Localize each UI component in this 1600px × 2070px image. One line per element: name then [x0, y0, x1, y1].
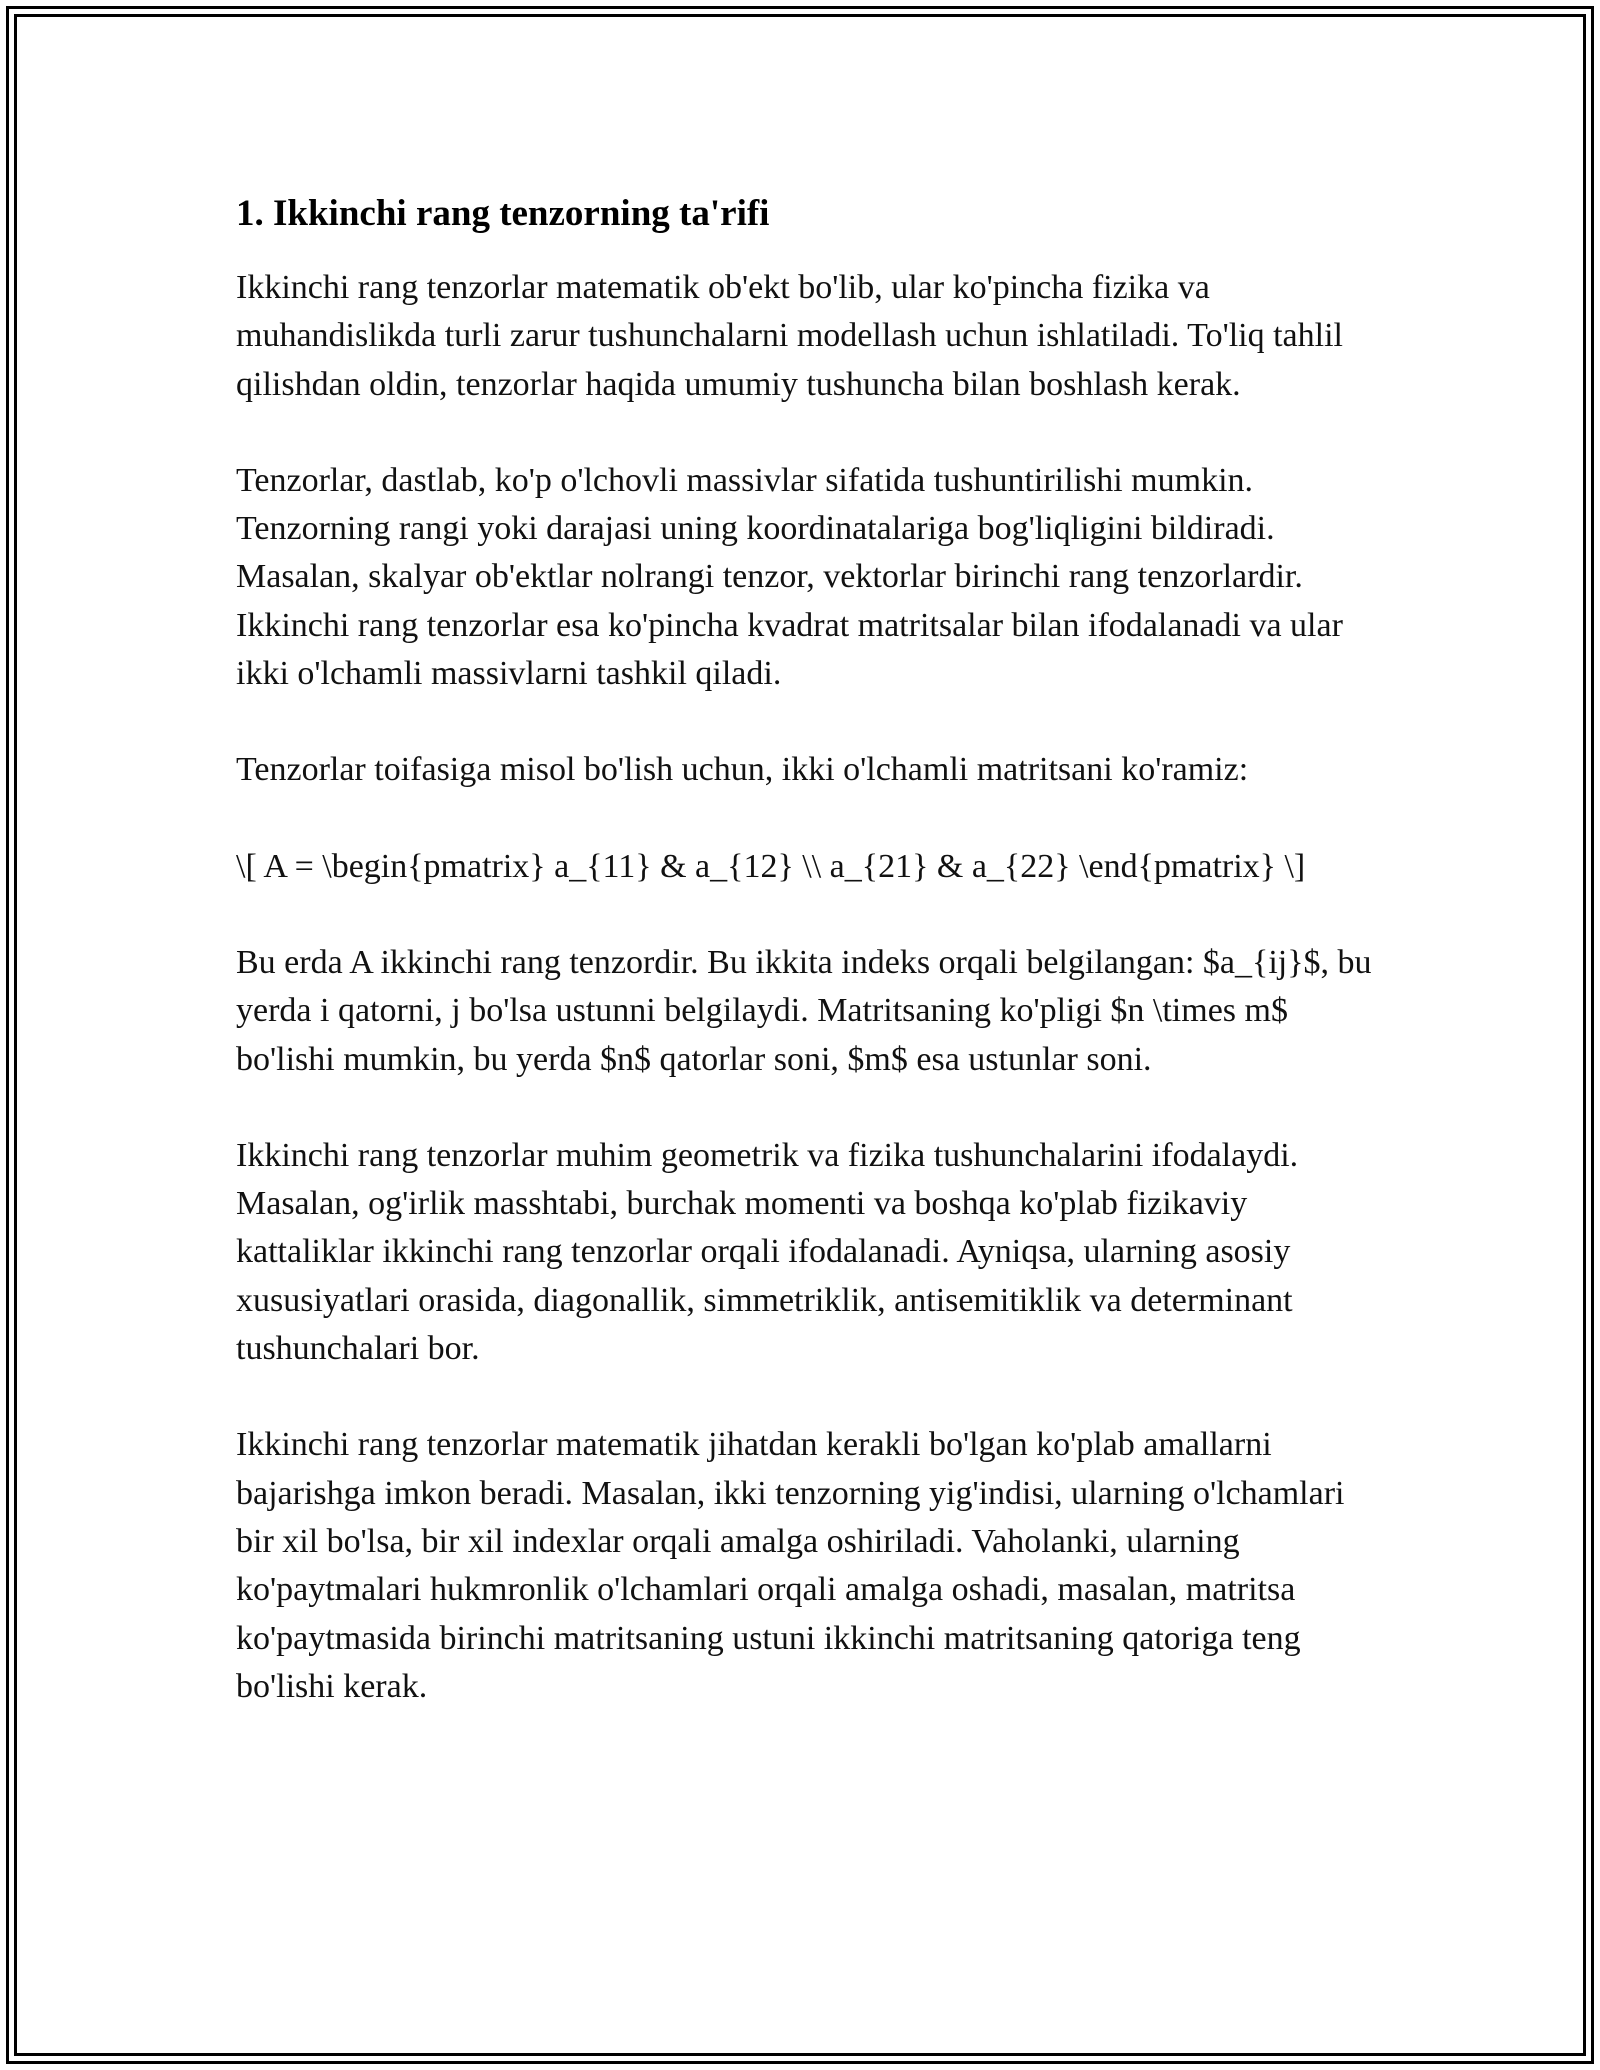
paragraph-physics: Ikkinchi rang tenzorlar muhim geometrik va fizika tushunchalarini ifodalaydi. Masalan, og'irlik masshtabi, burchak momenti va boshqa ko'plab fizikaviy kattaliklar ikkinchi rang tenzorlar orqali ifodalanadi. Ayniqsa, ularning asosiy xususiyatlari orasida, diagonallik, simmetriklik, antisemitiklik va determinant tushunchalari bor. — [236, 1136, 1299, 1368]
paragraph-example-intro: Tenzorlar toifasiga misol bo'lish uchun, ikki o'lchamli matritsani ko'ramiz: — [236, 751, 1249, 789]
paragraph-indices: Bu erda A ikkinchi rang tenzordir. Bu ikkita indeks orqali belgilangan: $a_{ij}$, bu yerda i qatorni, j bo'lsa ustunni belgilaydi. Matritsaning ko'pligi $n \times m$ bo'lishi mumkin, bu yerda $n$ qatorlar soni, $m$ esa ustunlar soni. — [236, 943, 1372, 1078]
paragraph-intro: Ikkinchi rang tenzorlar matematik ob'ekt bo'lib, ular ko'pincha fizika va muhandislikda turli zarur tushunchalarni modellash uchun ishlatiladi. To'liq tahlil qilishdan oldin, tenzorlar haqida umumiy tushuncha bilan boshlash kerak. — [236, 269, 1343, 403]
document-body — [236, 186, 1376, 1759]
paragraph-matrix-formula: \[ A = \begin{pmatrix} a_{11} & a_{12} \\ a_{21} & a_{22} \end{pmatrix} \] — [236, 847, 1306, 885]
paragraph-tensor-arrays: Tenzorlar, dastlab, ko'p o'lchovli massivlar sifatida tushuntirilishi mumkin. Tenzorning rangi yoki darajasi uning koordinatalariga bog'liqligini bildiradi. Masalan, skalyar ob'ektlar nolrangi tenzor, vektorlar birinchi rang tenzorlardir. Ikkinchi rang tenzorlar esa ko'pincha kvadrat matritsalar bilan ifodalanadi va ular ikki o'lchamli massivlarni tashkil qiladi. — [236, 461, 1343, 693]
paragraph-operations: Ikkinchi rang tenzorlar matematik jihatdan kerakli bo'lgan ko'plab amallarni bajarishga imkon beradi. Masalan, ikki tenzorning yig'indisi, ularning o'lchamlari bir xil bo'lsa, bir xil indexlar orqali amalga oshiriladi. Vaholanki, ularning ko'paytmalari hukmronlik o'lchamlari orqali amalga oshadi, masalan, matritsa ko'paytmasida birinchi matritsaning ustuni ikkinchi matritsaning qatoriga teng bo'lishi kerak. — [236, 1426, 1345, 1705]
section-heading: 1. Ikkinchi rang tenzorning ta'rifi — [236, 193, 770, 234]
